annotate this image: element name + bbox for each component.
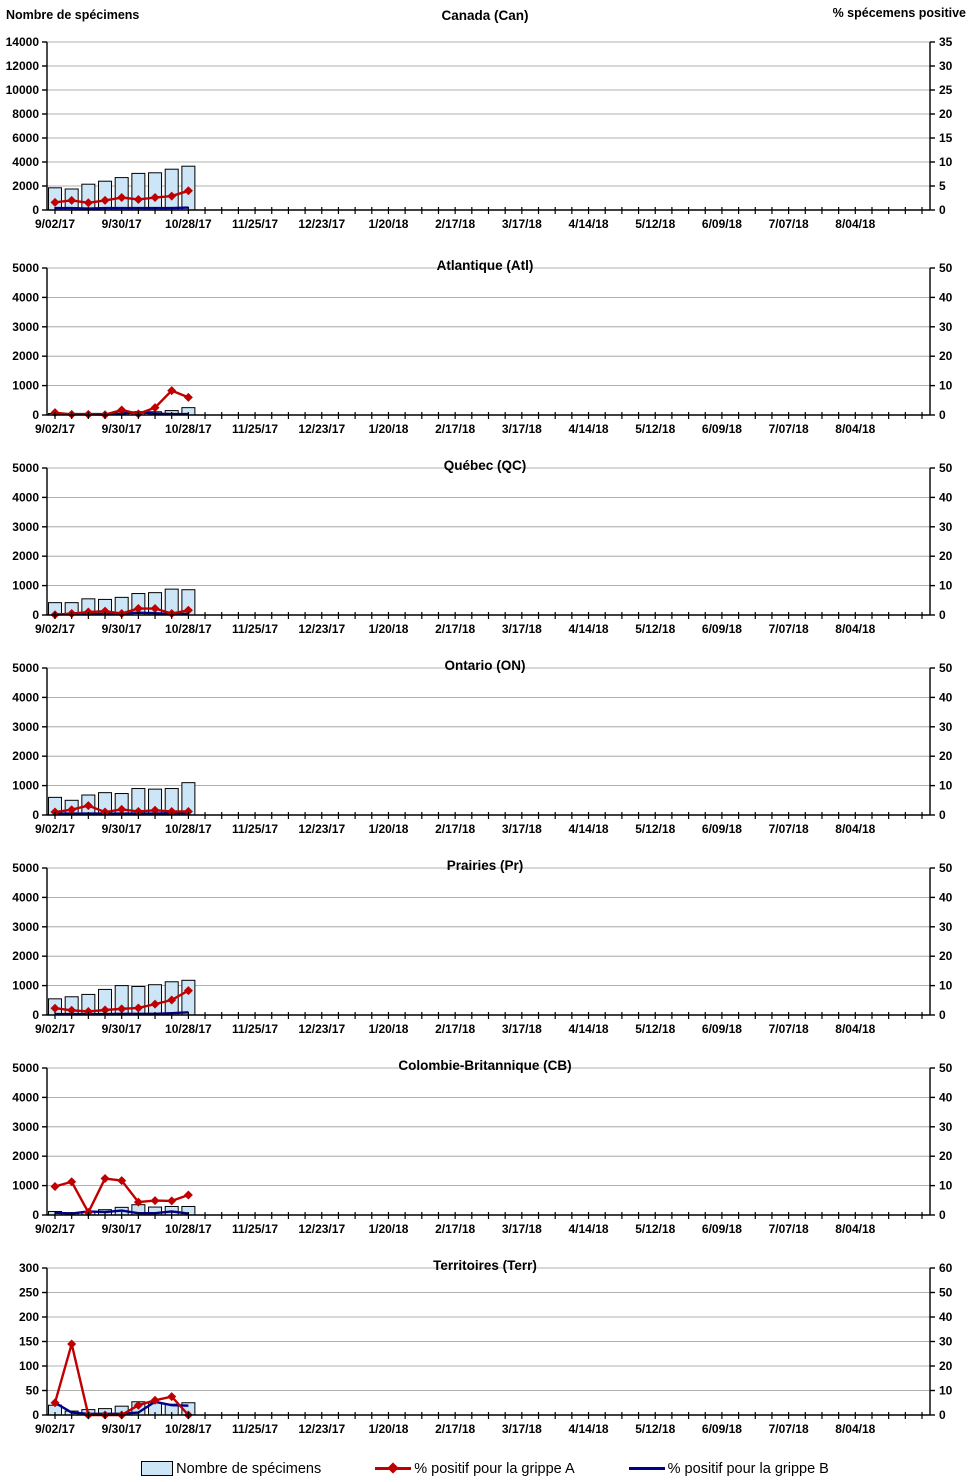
svg-text:1/20/18: 1/20/18 [368, 1422, 409, 1436]
svg-text:9/30/17: 9/30/17 [101, 622, 142, 636]
svg-text:3/17/18: 3/17/18 [501, 622, 542, 636]
svg-text:10/28/17: 10/28/17 [165, 622, 212, 636]
svg-text:11/25/17: 11/25/17 [232, 1022, 279, 1036]
svg-text:5/12/18: 5/12/18 [635, 422, 676, 436]
svg-text:4000: 4000 [12, 690, 39, 705]
chart-panel-quebec [0, 455, 970, 655]
svg-text:4000: 4000 [12, 155, 39, 169]
svg-text:5: 5 [939, 179, 946, 193]
svg-text:30: 30 [939, 59, 953, 73]
svg-text:1000: 1000 [12, 778, 39, 793]
svg-text:9/30/17: 9/30/17 [101, 422, 142, 436]
svg-text:9/02/17: 9/02/17 [34, 1022, 76, 1036]
svg-text:2/17/18: 2/17/18 [435, 217, 476, 231]
svg-text:11/25/17: 11/25/17 [232, 622, 279, 636]
svg-text:8/04/18: 8/04/18 [835, 1422, 876, 1436]
svg-text:7/07/18: 7/07/18 [768, 422, 809, 436]
svg-text:0: 0 [939, 203, 946, 217]
svg-text:0: 0 [32, 808, 39, 822]
svg-text:3/17/18: 3/17/18 [501, 1422, 542, 1436]
legend-item-grippe-b [629, 1461, 829, 1477]
svg-text:5000: 5000 [12, 1061, 39, 1075]
svg-text:2/17/18: 2/17/18 [435, 1022, 476, 1036]
svg-text:3000: 3000 [12, 1119, 39, 1134]
svg-text:7/07/18: 7/07/18 [768, 622, 809, 636]
svg-text:10/28/17: 10/28/17 [165, 1422, 212, 1436]
svg-text:40: 40 [939, 290, 953, 305]
svg-text:3/17/18: 3/17/18 [501, 1022, 542, 1036]
svg-text:10/28/17: 10/28/17 [165, 217, 212, 231]
svg-text:50: 50 [25, 1383, 39, 1398]
svg-text:7/07/18: 7/07/18 [768, 1422, 809, 1436]
svg-text:0: 0 [939, 1208, 946, 1222]
svg-text:9/02/17: 9/02/17 [34, 422, 76, 436]
svg-text:3/17/18: 3/17/18 [501, 822, 542, 836]
chart-panel-prairies [0, 855, 970, 1055]
diamond-marker-icon [388, 1462, 399, 1473]
svg-text:9/02/17: 9/02/17 [34, 217, 76, 231]
svg-text:2000: 2000 [12, 749, 39, 764]
svg-text:2000: 2000 [12, 1149, 39, 1164]
svg-text:20: 20 [939, 1359, 953, 1373]
svg-text:2/17/18: 2/17/18 [435, 1422, 476, 1436]
svg-text:60: 60 [939, 1261, 953, 1275]
right-axis-title: % spécemens positive [832, 6, 966, 20]
svg-text:100: 100 [18, 1359, 39, 1373]
svg-text:9/02/17: 9/02/17 [34, 1222, 76, 1236]
svg-text:40: 40 [939, 690, 953, 705]
svg-text:1/20/18: 1/20/18 [368, 1222, 409, 1236]
svg-text:10000: 10000 [5, 83, 39, 97]
svg-text:3/17/18: 3/17/18 [501, 1222, 542, 1236]
chart-panel-ontario [0, 655, 970, 855]
svg-text:10: 10 [939, 978, 953, 993]
svg-text:7/07/18: 7/07/18 [768, 822, 809, 836]
legend-item-specimens [141, 1461, 321, 1477]
svg-text:5000: 5000 [12, 861, 39, 875]
svg-text:10: 10 [939, 155, 953, 169]
svg-text:5/12/18: 5/12/18 [635, 1422, 676, 1436]
svg-text:6/09/18: 6/09/18 [701, 1222, 742, 1236]
chart-panel-colombie-britannique [0, 1055, 970, 1255]
svg-text:8/04/18: 8/04/18 [835, 622, 876, 636]
svg-text:8/04/18: 8/04/18 [835, 422, 876, 436]
svg-text:10: 10 [939, 378, 953, 393]
svg-text:2000: 2000 [12, 349, 39, 364]
svg-text:30: 30 [939, 519, 953, 534]
svg-text:8/04/18: 8/04/18 [835, 1022, 876, 1036]
legend-label-grippe-a: % positif pour la grippe A [414, 1460, 575, 1477]
svg-text:30: 30 [939, 1334, 953, 1349]
svg-text:200: 200 [18, 1310, 39, 1324]
chart-canvas-quebec [0, 455, 970, 655]
svg-text:250: 250 [18, 1285, 39, 1300]
svg-text:30: 30 [939, 319, 953, 334]
svg-text:6/09/18: 6/09/18 [701, 217, 742, 231]
svg-text:5/12/18: 5/12/18 [635, 1222, 676, 1236]
svg-text:9/30/17: 9/30/17 [101, 217, 142, 231]
svg-text:0: 0 [32, 608, 39, 622]
svg-text:10: 10 [939, 578, 953, 593]
svg-text:40: 40 [939, 1090, 953, 1105]
legend-item-grippe-a [375, 1461, 574, 1477]
svg-text:4/14/18: 4/14/18 [568, 1222, 609, 1236]
svg-text:20: 20 [939, 749, 953, 764]
svg-text:2/17/18: 2/17/18 [435, 422, 476, 436]
svg-text:12/23/17: 12/23/17 [298, 1422, 346, 1436]
chart-canvas-ontario [0, 655, 970, 855]
svg-text:0: 0 [939, 1008, 946, 1022]
svg-text:3/17/18: 3/17/18 [501, 422, 542, 436]
chart-canvas-atlantique [0, 255, 970, 455]
svg-text:12000: 12000 [5, 59, 39, 73]
svg-text:1000: 1000 [12, 978, 39, 993]
svg-text:6/09/18: 6/09/18 [701, 1422, 742, 1436]
svg-text:4/14/18: 4/14/18 [568, 622, 609, 636]
svg-text:50: 50 [939, 661, 953, 675]
svg-text:4000: 4000 [12, 1090, 39, 1105]
svg-text:11/25/17: 11/25/17 [232, 422, 279, 436]
chart-canvas-territoires [0, 1255, 970, 1455]
svg-text:0: 0 [32, 1008, 39, 1022]
svg-text:4000: 4000 [12, 290, 39, 305]
svg-text:1/20/18: 1/20/18 [368, 822, 409, 836]
chart-panel-territoires [0, 1255, 970, 1455]
chart-title-quebec: Québec (QC) [443, 458, 527, 473]
chart-title-territoires: Territoires (Terr) [433, 1258, 537, 1273]
svg-text:4/14/18: 4/14/18 [568, 217, 609, 231]
svg-text:0: 0 [32, 1208, 39, 1222]
chart-panel-atlantique [0, 255, 970, 455]
chart-title-ontario: Ontario (ON) [444, 658, 526, 673]
svg-text:50: 50 [939, 1061, 953, 1075]
svg-text:20: 20 [939, 1149, 953, 1164]
svg-text:10: 10 [939, 1383, 953, 1398]
svg-text:4000: 4000 [12, 490, 39, 505]
svg-text:5/12/18: 5/12/18 [635, 822, 676, 836]
svg-text:2000: 2000 [12, 949, 39, 964]
svg-text:8/04/18: 8/04/18 [835, 217, 876, 231]
svg-text:5000: 5000 [12, 661, 39, 675]
svg-text:0: 0 [32, 408, 39, 422]
svg-text:0: 0 [939, 608, 946, 622]
svg-text:0: 0 [32, 203, 39, 217]
svg-text:30: 30 [939, 1119, 953, 1134]
svg-text:25: 25 [939, 83, 953, 97]
grippe-a-line-swatch-icon [375, 1467, 411, 1470]
svg-text:50: 50 [939, 461, 953, 475]
svg-text:0: 0 [32, 1408, 39, 1422]
svg-text:4000: 4000 [12, 890, 39, 905]
chart-title-prairies: Prairies (Pr) [446, 858, 524, 873]
svg-text:4/14/18: 4/14/18 [568, 822, 609, 836]
svg-text:40: 40 [939, 890, 953, 905]
svg-text:3000: 3000 [12, 519, 39, 534]
svg-text:9/30/17: 9/30/17 [101, 822, 142, 836]
svg-text:10: 10 [939, 1178, 953, 1193]
svg-text:14000: 14000 [5, 35, 39, 49]
svg-text:9/30/17: 9/30/17 [101, 1422, 142, 1436]
svg-text:3000: 3000 [12, 319, 39, 334]
svg-text:1/20/18: 1/20/18 [368, 1022, 409, 1036]
svg-text:10: 10 [939, 778, 953, 793]
chart-legend [0, 1455, 970, 1482]
svg-text:6/09/18: 6/09/18 [701, 622, 742, 636]
chart-canvas-canada [0, 0, 970, 255]
svg-text:6/09/18: 6/09/18 [701, 822, 742, 836]
svg-text:5/12/18: 5/12/18 [635, 1022, 676, 1036]
legend-label-specimens: Nombre de spécimens [176, 1460, 322, 1477]
svg-text:2/17/18: 2/17/18 [435, 822, 476, 836]
svg-text:11/25/17: 11/25/17 [232, 1222, 279, 1236]
svg-text:300: 300 [18, 1261, 39, 1275]
svg-text:1000: 1000 [12, 1178, 39, 1193]
svg-text:1000: 1000 [12, 578, 39, 593]
svg-text:10/28/17: 10/28/17 [165, 822, 212, 836]
svg-text:20: 20 [939, 107, 953, 121]
svg-text:8/04/18: 8/04/18 [835, 822, 876, 836]
svg-text:12/23/17: 12/23/17 [298, 422, 346, 436]
svg-text:2/17/18: 2/17/18 [435, 622, 476, 636]
svg-text:3/17/18: 3/17/18 [501, 217, 542, 231]
svg-text:5/12/18: 5/12/18 [635, 622, 676, 636]
svg-text:20: 20 [939, 549, 953, 564]
chart-canvas-prairies [0, 855, 970, 1055]
svg-text:4/14/18: 4/14/18 [568, 1422, 609, 1436]
svg-text:6000: 6000 [12, 131, 39, 145]
svg-text:11/25/17: 11/25/17 [232, 1422, 279, 1436]
svg-text:40: 40 [939, 490, 953, 505]
chart-panel-canada [0, 0, 970, 255]
svg-text:15: 15 [939, 131, 953, 145]
svg-text:7/07/18: 7/07/18 [768, 1222, 809, 1236]
svg-text:9/02/17: 9/02/17 [34, 822, 76, 836]
svg-text:5000: 5000 [12, 261, 39, 275]
svg-text:11/25/17: 11/25/17 [232, 822, 279, 836]
svg-text:10/28/17: 10/28/17 [165, 422, 212, 436]
svg-text:35: 35 [939, 35, 953, 49]
svg-text:12/23/17: 12/23/17 [298, 822, 346, 836]
svg-text:50: 50 [939, 861, 953, 875]
svg-text:2/17/18: 2/17/18 [435, 1222, 476, 1236]
svg-text:5/12/18: 5/12/18 [635, 217, 676, 231]
svg-text:20: 20 [939, 949, 953, 964]
svg-text:0: 0 [939, 408, 946, 422]
chart-title-canada: Canada (Can) [441, 8, 529, 23]
svg-text:9/30/17: 9/30/17 [101, 1022, 142, 1036]
svg-text:50: 50 [939, 1285, 953, 1300]
svg-text:8000: 8000 [12, 107, 39, 121]
svg-text:4/14/18: 4/14/18 [568, 1022, 609, 1036]
svg-text:30: 30 [939, 919, 953, 934]
svg-text:6/09/18: 6/09/18 [701, 422, 742, 436]
svg-text:1/20/18: 1/20/18 [368, 422, 409, 436]
svg-text:12/23/17: 12/23/17 [298, 217, 346, 231]
svg-text:1/20/18: 1/20/18 [368, 622, 409, 636]
chart-title-colombie-britannique: Colombie-Britannique (CB) [398, 1058, 572, 1073]
left-axis-title: Nombre de spécimens [6, 8, 140, 22]
svg-text:9/30/17: 9/30/17 [101, 1222, 142, 1236]
svg-text:40: 40 [939, 1310, 953, 1324]
svg-text:9/02/17: 9/02/17 [34, 1422, 76, 1436]
svg-text:6/09/18: 6/09/18 [701, 1022, 742, 1036]
svg-text:3000: 3000 [12, 919, 39, 934]
grippe-b-line-swatch-icon [629, 1467, 665, 1470]
svg-text:7/07/18: 7/07/18 [768, 217, 809, 231]
svg-text:150: 150 [18, 1334, 39, 1349]
svg-text:20: 20 [939, 349, 953, 364]
svg-text:9/02/17: 9/02/17 [34, 622, 76, 636]
legend-label-grippe-b: % positif pour la grippe B [667, 1460, 829, 1477]
chart-title-atlantique: Atlantique (Atl) [436, 258, 534, 273]
chart-canvas-colombie-britannique [0, 1055, 970, 1255]
svg-text:7/07/18: 7/07/18 [768, 1022, 809, 1036]
svg-text:2000: 2000 [12, 549, 39, 564]
svg-text:10/28/17: 10/28/17 [165, 1022, 212, 1036]
svg-text:0: 0 [939, 808, 946, 822]
svg-text:8/04/18: 8/04/18 [835, 1222, 876, 1236]
svg-text:10/28/17: 10/28/17 [165, 1222, 212, 1236]
svg-text:3000: 3000 [12, 719, 39, 734]
svg-text:12/23/17: 12/23/17 [298, 1022, 346, 1036]
svg-text:12/23/17: 12/23/17 [298, 622, 346, 636]
svg-text:4/14/18: 4/14/18 [568, 422, 609, 436]
svg-text:1000: 1000 [12, 378, 39, 393]
svg-text:2000: 2000 [12, 179, 39, 193]
specimens-bar-swatch-icon [141, 1461, 173, 1476]
svg-text:12/23/17: 12/23/17 [298, 1222, 346, 1236]
svg-text:30: 30 [939, 719, 953, 734]
svg-text:50: 50 [939, 261, 953, 275]
svg-text:5000: 5000 [12, 461, 39, 475]
svg-text:0: 0 [939, 1408, 946, 1422]
svg-text:11/25/17: 11/25/17 [232, 217, 279, 231]
svg-text:1/20/18: 1/20/18 [368, 217, 409, 231]
